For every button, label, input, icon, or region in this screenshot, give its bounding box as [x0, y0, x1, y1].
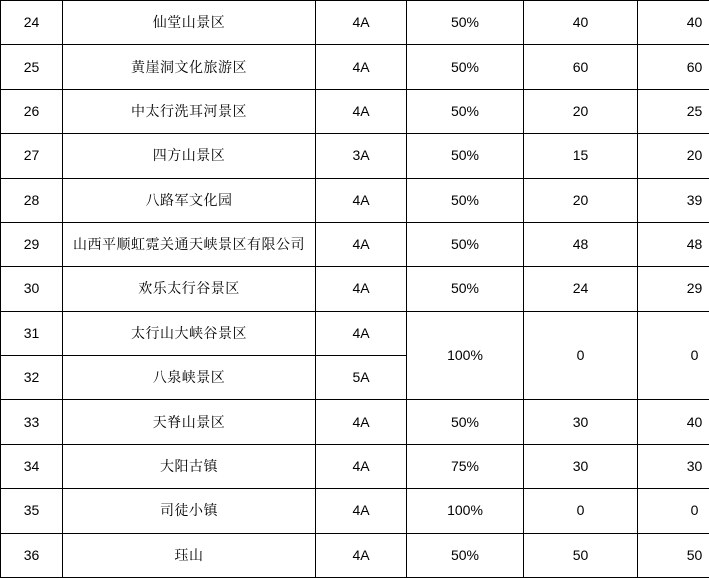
spot-name: 黄崖洞文化旅游区: [63, 45, 316, 89]
spot-value-5-merged: 0: [524, 311, 638, 400]
spot-value-6-merged: 0: [638, 311, 709, 400]
spot-value-5: 48: [524, 222, 638, 266]
spot-name: 四方山景区: [63, 134, 316, 178]
spot-name: 八泉峡景区: [63, 356, 316, 400]
spot-value-6: 40: [638, 400, 709, 444]
table-row: [1, 489, 709, 533]
spot-value-5: 60: [524, 45, 638, 89]
spot-level: 4A: [316, 444, 407, 488]
spot-name: 欢乐太行谷景区: [63, 267, 316, 311]
row-index: 31: [1, 311, 63, 355]
spot-name: 山西平顺虹霓关通天峡景区有限公司: [63, 222, 316, 266]
table-row: [1, 444, 709, 488]
spot-discount: 50%: [407, 134, 524, 178]
spot-value-6: 20: [638, 134, 709, 178]
table-row: [1, 311, 709, 355]
table-row: [1, 222, 709, 266]
spot-value-6: 48: [638, 222, 709, 266]
spot-level: 4A: [316, 1, 407, 45]
spot-value-6: 0: [638, 489, 709, 533]
row-index: 35: [1, 489, 63, 533]
spot-value-5: 30: [524, 400, 638, 444]
table-row: [1, 267, 709, 311]
row-index: 25: [1, 45, 63, 89]
spot-name: 珏山: [63, 533, 316, 578]
table-row: [1, 178, 709, 222]
spot-value-6: 30: [638, 444, 709, 488]
spot-value-6: 25: [638, 89, 709, 133]
table-row: [1, 1, 709, 45]
spot-value-6: 39: [638, 178, 709, 222]
spot-value-5: 24: [524, 267, 638, 311]
row-index: 33: [1, 400, 63, 444]
spot-level: 4A: [316, 533, 407, 578]
spot-value-5: 20: [524, 89, 638, 133]
spot-level: 4A: [316, 89, 407, 133]
spot-value-5: 40: [524, 1, 638, 45]
spot-discount: 50%: [407, 400, 524, 444]
row-index: 30: [1, 267, 63, 311]
spot-discount: 50%: [407, 178, 524, 222]
row-index: 24: [1, 1, 63, 45]
spot-level: 4A: [316, 489, 407, 533]
table-row: [1, 400, 709, 444]
row-index: 29: [1, 222, 63, 266]
spot-discount: 50%: [407, 45, 524, 89]
spot-value-6: 40: [638, 1, 709, 45]
spot-value-6: 29: [638, 267, 709, 311]
spot-discount: 75%: [407, 444, 524, 488]
spot-value-5: 0: [524, 489, 638, 533]
spot-level: 4A: [316, 267, 407, 311]
row-index: 36: [1, 533, 63, 578]
spot-discount: 100%: [407, 489, 524, 533]
row-index: 27: [1, 134, 63, 178]
spot-value-6: 50: [638, 533, 709, 578]
table-row: [1, 45, 709, 89]
spot-discount: 50%: [407, 533, 524, 578]
spot-discount: 50%: [407, 1, 524, 45]
spot-level: 4A: [316, 178, 407, 222]
table-row: [1, 134, 709, 178]
spot-level: 4A: [316, 311, 407, 355]
spot-name: 中太行洗耳河景区: [63, 89, 316, 133]
spot-value-5: 50: [524, 533, 638, 578]
row-index: 28: [1, 178, 63, 222]
row-index: 34: [1, 444, 63, 488]
spot-level: 3A: [316, 134, 407, 178]
spot-value-5: 20: [524, 178, 638, 222]
spot-name: 大阳古镇: [63, 444, 316, 488]
spot-level: 4A: [316, 45, 407, 89]
spot-name: 八路军文化园: [63, 178, 316, 222]
spot-name: 太行山大峡谷景区: [63, 311, 316, 355]
spot-discount: 50%: [407, 89, 524, 133]
spot-value-6: 60: [638, 45, 709, 89]
spot-level: 4A: [316, 400, 407, 444]
row-index: 26: [1, 89, 63, 133]
spot-discount: 50%: [407, 222, 524, 266]
spot-level: 4A: [316, 222, 407, 266]
spot-discount-merged: 100%: [407, 311, 524, 400]
spot-discount: 50%: [407, 267, 524, 311]
spot-value-5: 15: [524, 134, 638, 178]
spot-name: 司徒小镇: [63, 489, 316, 533]
spot-name: 仙堂山景区: [63, 1, 316, 45]
spot-name: 天脊山景区: [63, 400, 316, 444]
spot-value-5: 30: [524, 444, 638, 488]
row-index: 32: [1, 356, 63, 400]
table-row: [1, 89, 709, 133]
spot-level: 5A: [316, 356, 407, 400]
table-row: [1, 533, 709, 578]
